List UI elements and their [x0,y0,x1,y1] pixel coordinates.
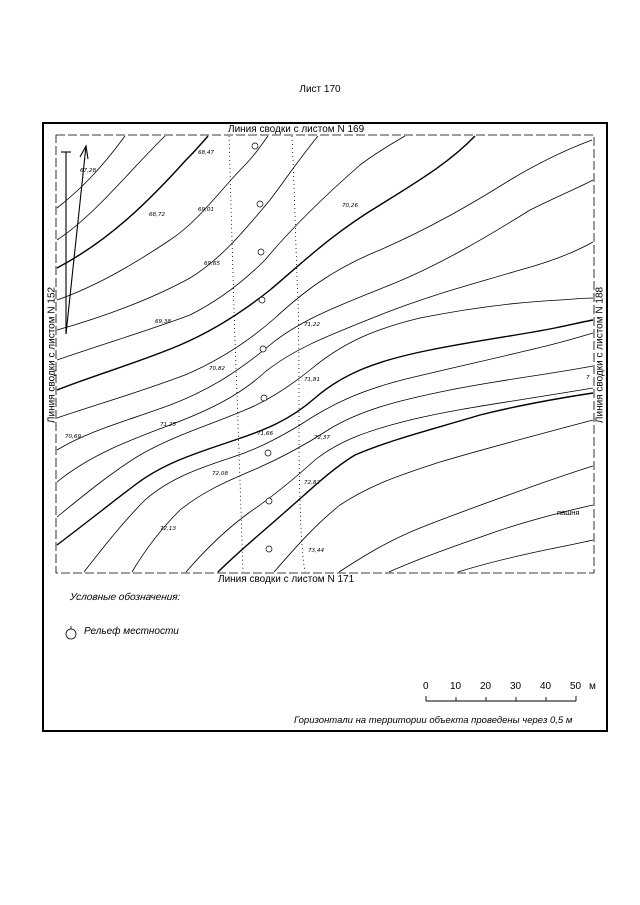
elevation-label: 72,37 [314,435,331,441]
edge-label-right: Линия сводки с листом N 188 [594,286,606,424]
elevation-label: 72,08 [212,471,229,477]
elevation-label: 72,82 [304,480,321,486]
elevation-label: 70,26 [342,203,359,209]
elevation-label: 68,47 [198,150,215,156]
elevation-label: 73,44 [308,548,325,554]
elevation-label: 72,13 [160,526,177,532]
relief-point-icon [63,624,79,642]
elevation-label: 71,25 [160,422,177,428]
elevation-label: 71,22 [304,322,321,328]
edge-label-bottom: Линия сводки с листом N 171 [218,574,355,585]
elevation-label: 69,38 [155,319,172,325]
sheet-title: Лист 170 [299,84,341,95]
elevation-label: 69,65 [204,261,221,267]
scale-label: 10 [450,681,462,692]
elevation-label: 71,81 [304,377,321,383]
legend-title: Условные обозначения: [69,592,181,603]
field-label: пашня [557,508,580,517]
contour-interval-note: Горизонтали на территории объекта проведены через 0,5 м [294,715,573,726]
scale-label: 30 [510,681,522,692]
elevation-label: 69,01 [198,207,215,213]
elevation-label: 68,72 [149,212,166,218]
elevation-label: 7 [586,375,590,381]
edge-label-left: Линия сводки с листом N 152 [46,286,58,424]
edge-label-top: Линия сводки с листом N 169 [228,124,365,135]
scale-label: 20 [480,681,492,692]
elevation-label: 67,28 [80,168,97,174]
elevation-label: 70,69 [65,434,82,440]
scale-label: 40 [540,681,552,692]
elevation-label: 71,66 [257,431,274,437]
scale-unit: м [589,681,596,692]
map-frame [42,122,608,732]
scale-label: 0 [423,681,429,692]
scale-label: 50 [570,681,582,692]
elevation-label: 70,82 [209,366,226,372]
legend-item-relief: Рельеф местности [84,626,179,637]
